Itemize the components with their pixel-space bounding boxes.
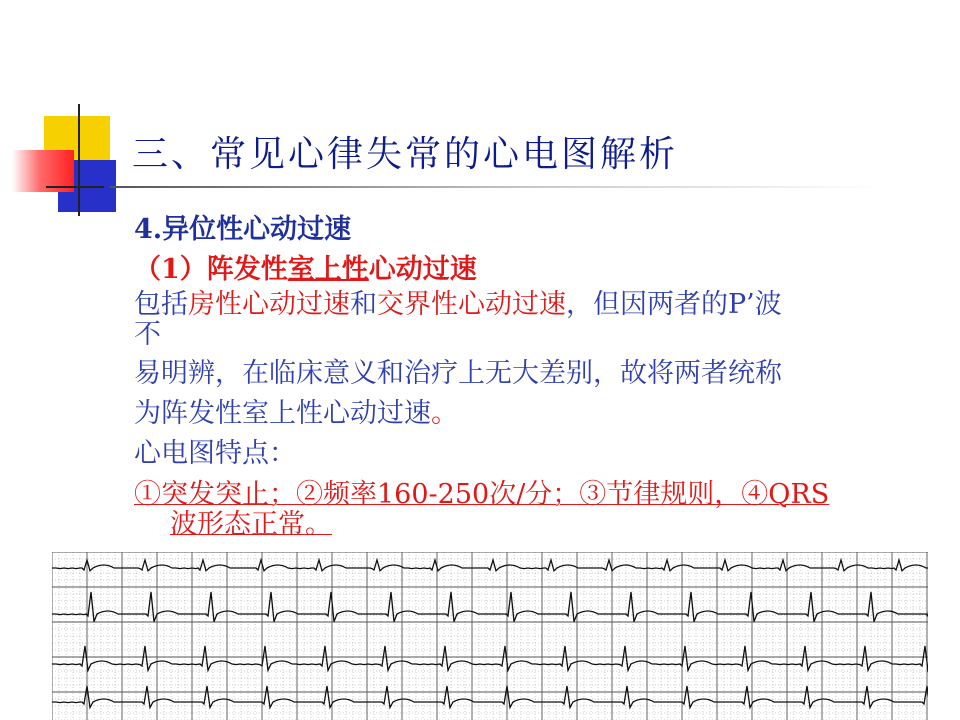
title-underline-rule — [110, 186, 880, 188]
decor-horizontal-line — [46, 186, 104, 188]
para-text: 为阵发性室上性心动过速 — [134, 398, 431, 429]
para-text: 不 — [134, 319, 161, 350]
ecg-trace — [52, 592, 928, 622]
ecg-trace — [52, 686, 928, 708]
section-heading: 4.异位性心动过速 — [134, 214, 352, 245]
features-list — [134, 480, 934, 540]
ecg-trace — [52, 560, 928, 571]
para-text: 和 — [350, 289, 377, 320]
features-line-1: ①突发突止；②频率160-250次/分；③节律规则，④QRS — [134, 479, 830, 510]
ecg-strip-image — [52, 552, 928, 720]
para-highlight-atrial: 房性心动过速 — [188, 289, 350, 320]
subheading — [134, 250, 934, 290]
paragraph-line-2: 易明辨，在临床意义和治疗上无大差别，故将两者统称 — [134, 358, 782, 389]
slide-body — [134, 210, 934, 540]
para-text: 包括 — [134, 289, 188, 320]
para-highlight-junctional: 交界性心动过速 — [377, 289, 566, 320]
decor-vertical-line — [78, 104, 80, 216]
subheading-part3: 心动过速 — [368, 254, 477, 285]
ecg-grid — [52, 552, 928, 720]
paragraph-line-1 — [134, 290, 934, 350]
subheading-prefix: （1） — [134, 254, 207, 285]
subheading-part1: 阵发性 — [206, 254, 288, 285]
para-period: 。 — [431, 398, 458, 429]
features-line-2: 波形态正常。 — [170, 509, 332, 540]
subheading-part2: 室上性 — [287, 254, 369, 285]
ecg-trace — [52, 646, 928, 670]
ecg-traces — [52, 560, 928, 708]
features-label: 心电图特点： — [134, 438, 296, 469]
para-text: ，但因两者的P’波 — [566, 289, 782, 320]
slide-title: 三、常见心律失常的心电图解析 — [132, 134, 679, 175]
paragraph-line-3 — [134, 394, 934, 434]
